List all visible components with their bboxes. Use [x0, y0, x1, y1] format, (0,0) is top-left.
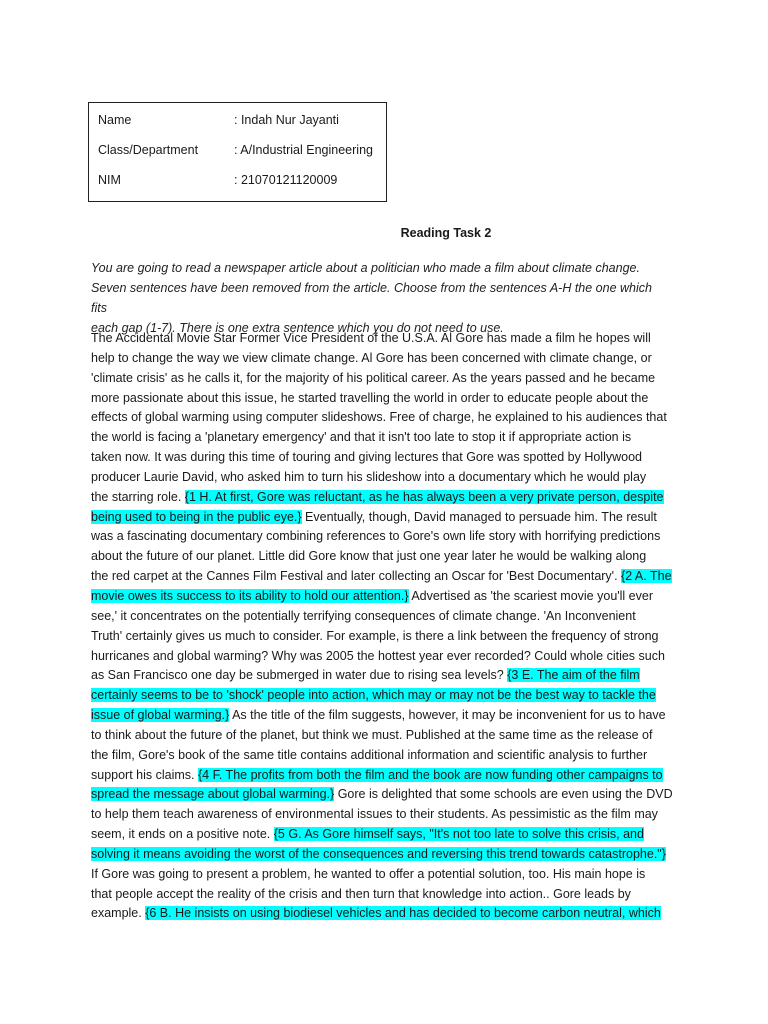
article-line [91, 746, 669, 766]
article-line [91, 805, 669, 825]
article-line [91, 527, 669, 547]
highlighted-answer: movie owes its success to its ability to hold our attention.} [91, 588, 409, 603]
article-text: 'climate crisis' as he calls it, for the majority of his political career. As the years passed and he became [91, 370, 656, 385]
article-text: the red carpet at the Cannes Film Festival and later collecting an Oscar for 'Best Documentary'. [91, 569, 622, 584]
article-line [91, 666, 669, 686]
article-line [91, 547, 669, 567]
highlighted-answer: being used to being in the public eye.} [91, 509, 302, 524]
article-text: as San Francisco one day be submerged in water due to rising sea levels? [91, 668, 508, 683]
article-line [91, 825, 669, 845]
article-text: to think about the future of the planet, but think we must. Published at the same time as the release of [91, 727, 653, 742]
article-line [91, 686, 669, 706]
article-text: Truth' certainly gives us much to consider. For example, is there a link between the frequency of strong [91, 628, 659, 643]
name-label: Name [98, 113, 132, 127]
article-line [91, 567, 672, 587]
article-text: taken now. It was during this time of touring and giving lectures that Gore was spotted by Hollywood [91, 450, 642, 465]
instruction-line: You are going to read a newspaper article about a politician who made a film about climate change. [91, 261, 640, 275]
highlighted-answer: issue of global warming.} [91, 708, 230, 723]
article-text: see,' it concentrates on the potentially terrifying consequences of climate change. 'An Inconvenient [91, 608, 636, 623]
article-text: the world is facing a 'planetary emergency' and that it isn't too late to stop it if appropriate action is [91, 430, 632, 445]
class-row [98, 143, 383, 161]
article-text: Gore is delighted that some schools are even using the DVD [334, 787, 673, 802]
article-line [91, 508, 669, 528]
article-text: producer Laurie David, who asked him to turn his slideshow into a documentary which he would play [91, 469, 647, 484]
class-label: Class/Department [98, 143, 199, 157]
article-line [91, 448, 669, 468]
article-line [91, 706, 669, 726]
article-line [91, 349, 669, 369]
article-text: about the future of our planet. Little did Gore know that just one year later he would be walking along [91, 549, 647, 564]
article-line [91, 607, 669, 627]
article-text: seem, it ends on a positive note. [91, 827, 274, 842]
article-line [91, 726, 669, 746]
article-line [91, 329, 669, 349]
article-line [91, 627, 669, 647]
article-line [91, 369, 669, 389]
article-line [91, 885, 669, 905]
article-body [91, 329, 673, 924]
article-line [91, 766, 669, 786]
article-text: more passionate about this issue, he started travelling the world in order to educate people about the [91, 390, 649, 405]
article-text: was a fascinating documentary combining references to Gore's own life story with horrifying predictions [91, 529, 661, 544]
name-row [98, 113, 383, 131]
article-text: Advertised as 'the scariest movie you'll ever [408, 588, 653, 603]
article-text: to help them teach awareness of environmental issues to their students. As pessimistic as the film may [91, 807, 658, 822]
article-line [91, 408, 669, 428]
highlighted-answer: {6 B. He insists on using biodiesel vehicles and has decided to become carbon neutral, which [145, 906, 661, 921]
highlighted-answer: {1 H. At first, Gore was reluctant, as he has always been a very private person, despite [184, 489, 664, 504]
highlighted-answer: {4 F. The profits from both the film and the book are now funding other campaigns to [197, 767, 663, 782]
highlighted-answer: certainly seems to be to 'shock' people into action, which may or may not be the best way to tackle the [91, 688, 656, 703]
highlighted-answer: {3 E. The aim of the film [507, 668, 640, 683]
nim-value: : 21070121120009 [234, 173, 338, 187]
article-line [91, 904, 669, 924]
article-line [91, 647, 669, 667]
article-line [91, 845, 669, 865]
article-text: hurricanes and global warming? Why was 2005 the hottest year ever recorded? Could whole cities such [91, 648, 665, 663]
instruction-line: each gap (1-7). There is one extra sentence which you do not need to use. [91, 321, 504, 335]
article-line [91, 865, 669, 885]
highlighted-answer: spread the message about global warming.} [91, 787, 335, 802]
instructions [91, 258, 671, 338]
article-line [91, 389, 669, 409]
article-line [91, 587, 669, 607]
article-text: effects of global warming using computer slideshows. Free of charge, he explained to his audiences that [91, 410, 667, 425]
student-info-box [88, 102, 387, 202]
instruction-line: Seven sentences have been removed from the article. Choose from the sentences A-H the one which fits [91, 281, 652, 315]
nim-row [98, 173, 383, 191]
nim-label: NIM [98, 173, 121, 187]
highlighted-answer: {5 G. As Gore himself says, "It's not too late to solve this crisis, and [273, 827, 644, 842]
article-text: that people accept the reality of the crisis and then turn that knowledge into action.. Gore leads by [91, 886, 631, 901]
article-line [91, 428, 669, 448]
article-text: the film, Gore's book of the same title contains additional information and scientific analysis to further [91, 747, 648, 762]
article-line [91, 488, 669, 508]
article-text: example. [91, 906, 146, 921]
class-value: : A/Industrial Engineering [234, 143, 373, 157]
article-text: the starring role. [91, 489, 185, 504]
name-value: : Indah Nur Jayanti [234, 113, 339, 127]
article-text: The Accidental Movie Star Former Vice President of the U.S.A. Al Gore has made a film he hopes will [91, 331, 651, 345]
page-title: Reading Task 2 [400, 226, 492, 240]
article-text: support his claims. [91, 767, 198, 782]
article-text: If Gore was going to present a problem, he wanted to offer a potential solution, too. His main hope is [91, 866, 646, 881]
article-text: help to change the way we view climate change. Al Gore has been concerned with climate change, or [91, 350, 652, 365]
article-line [91, 468, 669, 488]
article-text: As the title of the film suggests, however, it may be inconvenient for us to have [229, 708, 666, 723]
article-text: Eventually, though, David managed to persuade him. The result [301, 509, 657, 524]
highlighted-answer: solving it means avoiding the worst of the consequences and reversing this trend towards catastrophe."} [91, 846, 666, 861]
highlighted-answer: {2 A. The [621, 569, 672, 584]
article-line [91, 785, 673, 805]
